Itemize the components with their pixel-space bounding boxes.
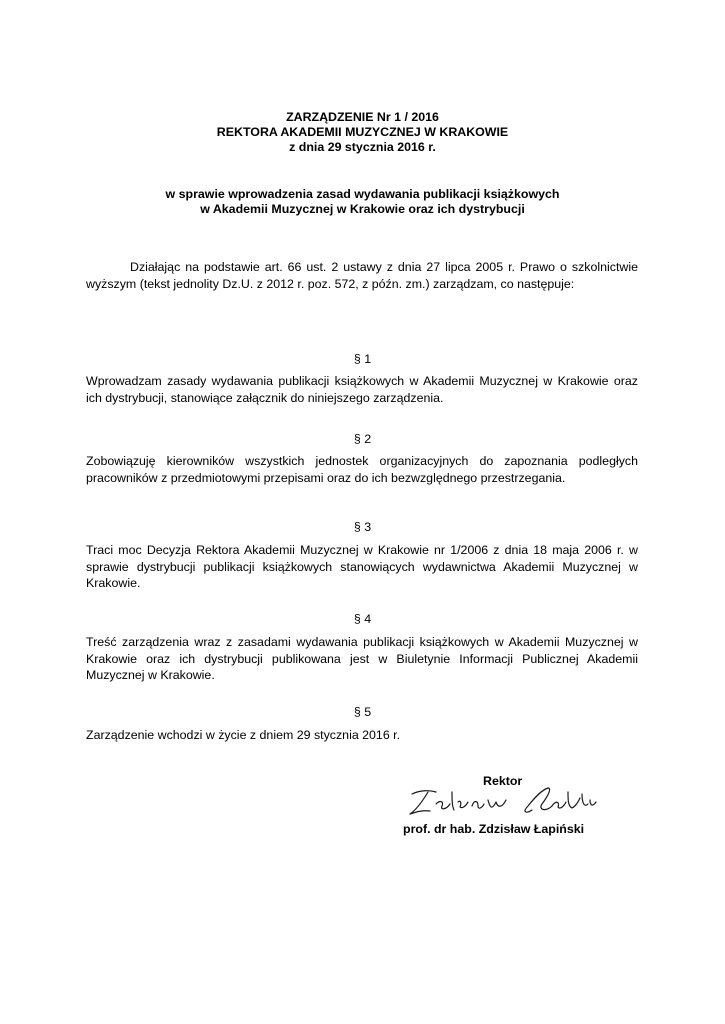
header-issuer: REKTORA AKADEMII MUZYCZNEJ W KRAKOWIE bbox=[216, 125, 509, 139]
handwritten-signature bbox=[402, 780, 612, 822]
subject-line-2: w Akademii Muzycznej w Krakowie oraz ich dystrybucji bbox=[200, 202, 525, 216]
section-4-mark: § 4 bbox=[353, 612, 372, 626]
document-subject bbox=[0, 187, 725, 217]
signatory-name: prof. dr hab. Zdzisław Łapiński bbox=[403, 822, 585, 836]
header-title: ZARZĄDZENIE Nr 1 / 2016 bbox=[286, 110, 439, 124]
section-1-mark: § 1 bbox=[353, 352, 372, 366]
subject-line-1: w sprawie wprowadzenia zasad wydawania publikacji książkowych bbox=[165, 187, 560, 201]
preamble-paragraph: Działając na podstawie art. 66 ust. 2 ustawy z dnia 27 lipca 2005 r. Prawo o szkolnictwie wyższym (tekst jednolity Dz.U. z 2012 r. poz. 572, z późn. zm.) zarządzam, co następuje: bbox=[86, 260, 638, 291]
section-3-text: Traci moc Decyzja Rektora Akademii Muzycznej w Krakowie nr 1/2006 z dnia 18 maja 2006 r. w sprawie dystrybucji publikacji książkowych stanowiących wydawnictwa Akademii Muzycznej w Krakowie. bbox=[86, 543, 638, 591]
document-header bbox=[0, 110, 725, 155]
section-1-text: Wprowadzam zasady wydawania publikacji książkowych w Akademii Muzycznej w Krakowie oraz ich dystrybucji, stanowiące załącznik do niniejszego zarządzenia. bbox=[86, 374, 638, 405]
section-2-mark: § 2 bbox=[353, 432, 372, 446]
section-4-text: Treść zarządzenia wraz z zasadami wydawania publikacji książkowych w Akademii Muzycznej w Krakowie oraz ich dystrybucji publikowana jest w Biuletynie Informacji Publicznej Akademii Muzycznej w Krakowie. bbox=[86, 635, 638, 683]
section-2-text: Zobowiązuję kierowników wszystkich jednostek organizacyjnych do zapoznania podległych pracowników z przedmiotowymi przepisami oraz do ich bezwzględnego przestrzegania. bbox=[86, 454, 638, 485]
signatory-title: Rektor bbox=[483, 774, 523, 788]
section-5-text: Zarządzenie wchodzi w życie z dniem 29 stycznia 2016 r. bbox=[86, 728, 401, 742]
section-3-mark: § 3 bbox=[353, 520, 372, 534]
section-5-mark: § 5 bbox=[353, 705, 372, 719]
header-date: z dnia 29 stycznia 2016 r. bbox=[289, 140, 436, 154]
